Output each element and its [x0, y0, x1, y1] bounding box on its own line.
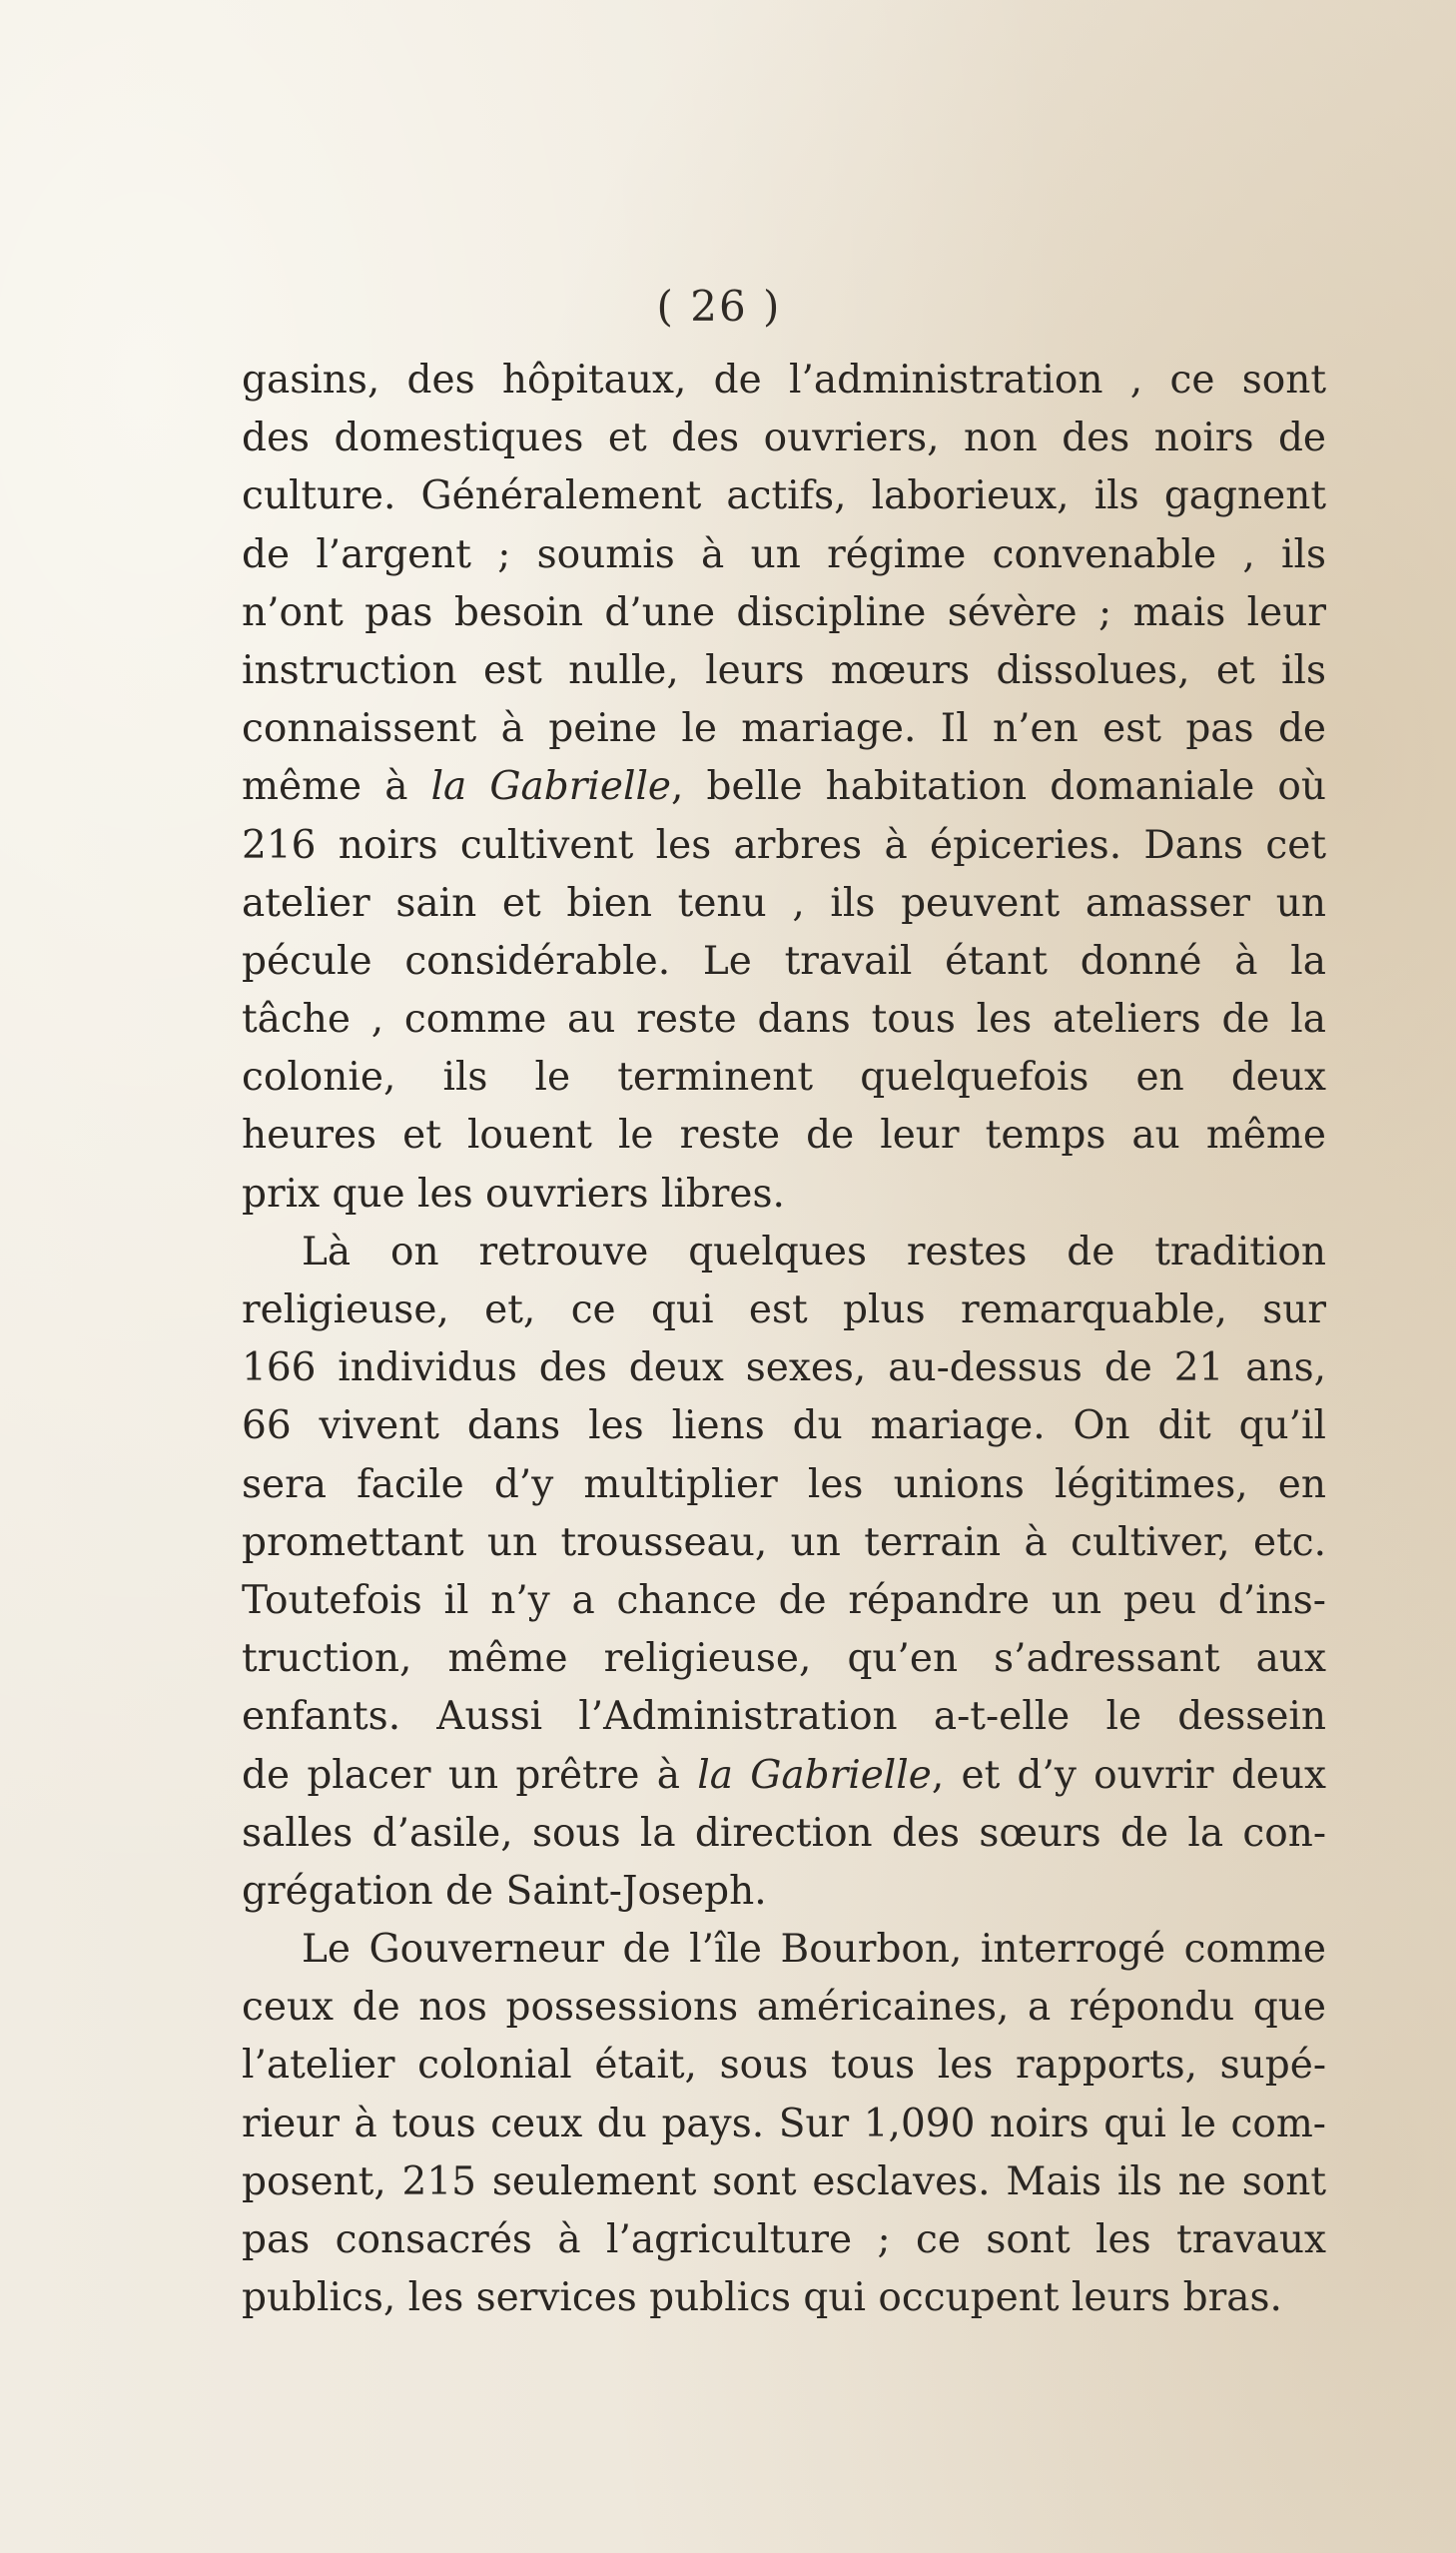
- text-line: sera facile d’y multiplier les unions légitimes, en: [242, 1461, 1326, 1507]
- text-line: Le Gouverneur de l’île Bourbon, interrogé comme: [302, 1927, 1326, 1973]
- text-line: 216 noirs cultivent les arbres à épiceries. Dans cet: [242, 822, 1326, 868]
- text-line: connaissent à peine le mariage. Il n’en est pas de: [242, 706, 1326, 752]
- text-line: des domestiques et des ouvriers, non des noirs de: [242, 416, 1326, 461]
- text-line: Là on retrouve quelques restes de tradition: [302, 1229, 1326, 1275]
- paragraph: [242, 1921, 1326, 2327]
- text-line: religieuse, et, ce qui est plus remarquable, sur: [242, 1287, 1326, 1332]
- text-line: ceux de nos possessions américaines, a répondu que: [242, 1985, 1326, 2031]
- text-line: posent, 215 seulement sont esclaves. Mais ils ne sont: [242, 2158, 1326, 2204]
- text-line: enfants. Aussi l’Administration a-t-elle le dessein: [242, 1694, 1326, 1740]
- body-text: [242, 352, 1326, 2327]
- text-line: promettant un trousseau, un terrain à cultiver, etc.: [242, 1519, 1326, 1565]
- paragraph: [242, 352, 1326, 1224]
- text-line: Toutefois il n’y a chance de répandre un peu d’ins-: [242, 1577, 1326, 1623]
- text-line: instruction est nulle, leurs mœurs dissolues, et ils: [242, 647, 1326, 693]
- text-line: n’ont pas besoin d’une discipline sévère ; mais leur: [242, 589, 1326, 635]
- text-line: prix que les ouvriers libres.: [242, 1171, 785, 1217]
- text-line: gasins, des hôpitaux, de l’administration , ce sont: [242, 358, 1326, 403]
- text-line: même à la Gabrielle, belle habitation domaniale où: [242, 764, 1326, 810]
- text-line: salles d’asile, sous la direction des sœurs de la con-: [242, 1810, 1326, 1856]
- page-number: ( 26 ): [656, 282, 782, 331]
- text-line: l’atelier colonial était, sous tous les rapports, supé-: [242, 2043, 1326, 2089]
- text-line: truction, même religieuse, qu’en s’adressant aux: [242, 1636, 1326, 1682]
- text-line: 66 vivent dans les liens du mariage. On dit qu’il: [242, 1403, 1326, 1449]
- text-line: colonie, ils le terminent quelquefois en deux: [242, 1055, 1326, 1101]
- paragraph: [242, 1224, 1326, 1921]
- text-line: pas consacrés à l’agriculture ; ce sont les travaux: [242, 2217, 1326, 2262]
- text-line: tâche , comme au reste dans tous les ateliers de la: [242, 997, 1326, 1043]
- italic-place-name: la Gabrielle: [430, 764, 671, 810]
- text-line: 166 individus des deux sexes, au-dessus de 21 ans,: [242, 1345, 1326, 1391]
- italic-place-name: la Gabrielle: [697, 1752, 932, 1798]
- text-line: atelier sain et bien tenu , ils peuvent amasser un: [242, 880, 1326, 926]
- text-line: heures et louent le reste de leur temps au même: [242, 1113, 1326, 1159]
- text-line: grégation de Saint-Joseph.: [242, 1868, 767, 1914]
- text-line: pécule considérable. Le travail étant donné à la: [242, 938, 1326, 984]
- text-line: publics, les services publics qui occupent leurs bras.: [242, 2275, 1282, 2321]
- text-line: culture. Généralement actifs, laborieux, ils gagnent: [242, 473, 1326, 519]
- text-line: rieur à tous ceux du pays. Sur 1,090 noirs qui le com-: [242, 2101, 1326, 2146]
- text-line: de placer un prêtre à la Gabrielle, et d’y ouvrir deux: [242, 1752, 1326, 1798]
- text-line: de l’argent ; soumis à un régime convenable , ils: [242, 531, 1326, 577]
